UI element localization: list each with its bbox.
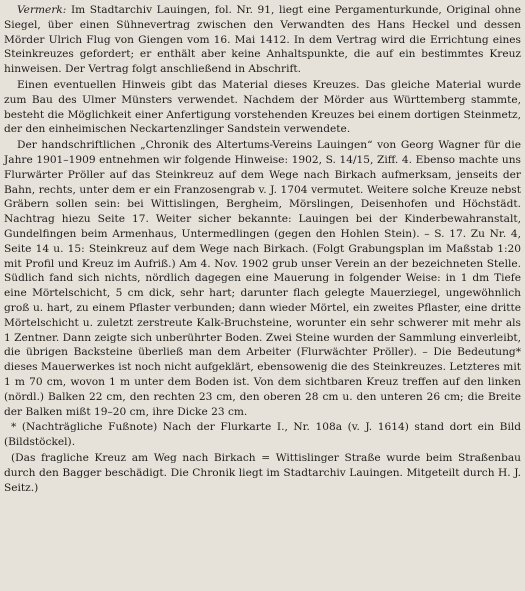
- paragraph-chronik: [4, 138, 521, 419]
- chronik-text: Der handschriftlichen „Chronik des Altertums-Vereins Lauingen“ von Georg Wagner für die Jahre 1901–1909 entnehmen wir folgende Hinweise: 1902, S. 14/15, Ziff. 4. Ebenso machte uns Flurwärter Pröller auf das Steinkreuz auf dem Wege nach Birkach aufmerksam, jenseits der Bahn, rechts, unter dem er ein Franzosengrab v. J. 1704 vermutet. Weitere solche Kreuze nebst Gräbern sollen sein: bei Wittislingen, Bergheim, Mörslingen, Deisenhofen und Höchstädt. Nachtrag hiezu Seite 17. Weiter sicher bekannte: Lauingen bei der Kinderbewahranstalt, Gundelfingen beim Armenhaus, Untermedlingen (gegen den Hohlen Stein). – S. 17. Zu Nr. 4, Seite 14 u. 15: Steinkreuz auf dem Wege nach Birkach. (Folgt Grabungsplan im Maßstab 1:20 mit Profil und Kreuz im Aufriß.) Am 4. Nov. 1902 grub unser Verein an der bezeichneten Stelle. Südlich fand sich nichts, nördlich dagegen eine Mauerung in folgender Weise: in 1 dm Tiefe eine Mörtelschicht, 5 cm dick, sehr hart; darunter flach gelegte Mauerziegel, ungewöhnlich groß u. hart, zu einem Pflaster verbunden; dann wieder Mörtel, ein zweites Pflaster, eine dritte Mörtelschicht u. zuletzt zerstreute Kalk-Bruchsteine, worunter ein sehr schwerer mit mehr als 1 Zentner. Dann zeigte sich unberührter Boden. Zwei Steine wurden der Sammlung einverleibt, die übrigen Backsteine überließ man dem Arbeiter (Flurwächter Pröller). – Die Bedeutung* dieses Mauerwerkes ist noch nicht aufgeklärt, ebensowenig die des Steinkreuzes. Letzteres mit 1 m 70 cm, wovon 1 m unter dem Boden ist. Von dem sichtbaren Kreuz treffen auf den linken (nördl.) Balken 22 cm, den rechten 23 cm, den oberen 28 cm u. den unteren 26 cm; die Breite der Balken mißt 19–20 cm, ihre Dicke 23 cm.: [4, 139, 521, 418]
- vermerk-label: Vermerk:: [17, 4, 67, 16]
- footnote-flurkarte: [4, 420, 521, 450]
- closing-note-text: (Das fragliche Kreuz am Weg nach Birkach = Wittislinger Straße wurde beim Straßenbau durch den Bagger beschädigt. Die Chronik liegt im Stadtarchiv Lauingen. Mitgeteilt durch H. J. Seitz.): [4, 451, 521, 494]
- material-text: Einen eventuellen Hinweis gibt das Material dieses Kreuzes. Das gleiche Material wurde zum Bau des Ulmer Münsters verwendet. Nachdem der Mörder aus Württemberg stammte, besteht die Möglichkeit einer Anfertigung vorstehenden Kreuzes bei einem dortigen Steinmetz, der den einheimischen Neckartenzlinger Sandstein verwendete.: [4, 78, 521, 136]
- paragraph-vermerk: [4, 3, 521, 77]
- vermerk-text: Im Stadtarchiv Lauingen, fol. Nr. 91, liegt eine Pergamenturkunde, Original ohne Siegel, über einen Sühnevertrag zwischen den Verwandten des Hans Heckel und dessen Mörder Ulrich Flug von Giengen vom 16. Mai 1412. In dem Vertrag wird die Errichtung eines Steinkreuzes gefordert; er enthält aber keine Anhaltspunkte, die auf ein bestimmtes Kreuz hinweisen. Der Vertrag folgt anschließend in Abschrift.: [4, 4, 521, 76]
- paragraph-material: [4, 78, 521, 137]
- closing-note: [4, 451, 521, 495]
- footnote-text: * (Nachträgliche Fußnote) Nach der Flurkarte I., Nr. 108a (v. J. 1614) stand dort ein Bild (Bildstöckel).: [4, 421, 521, 449]
